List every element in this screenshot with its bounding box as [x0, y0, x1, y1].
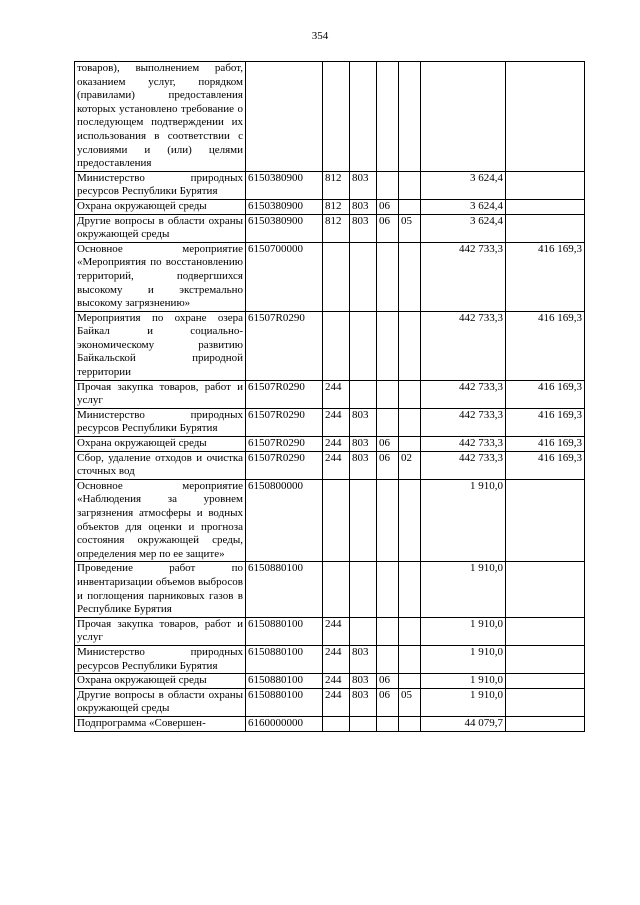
table-row: [75, 716, 585, 731]
row-grbs-cell: 803: [350, 171, 377, 199]
row-vr-cell: 244: [323, 380, 350, 408]
row-grbs-cell: 803: [350, 199, 377, 214]
row-section-cell: [377, 617, 399, 645]
row-vr-cell: [323, 562, 350, 617]
row-vr-cell: [323, 242, 350, 311]
row-sum1-cell: 1 910,0: [421, 479, 506, 562]
row-sum2-cell: [506, 214, 585, 242]
row-subsection-cell: 05: [399, 688, 421, 716]
row-name-cell: Министерство природных ресурсов Республики Бурятия: [75, 171, 246, 199]
row-vr-cell: [323, 311, 350, 380]
row-sum1-cell: 1 910,0: [421, 674, 506, 689]
row-sum2-cell: [506, 479, 585, 562]
row-subsection-cell: 05: [399, 214, 421, 242]
row-name-cell: Подпрограмма «Совершен-: [75, 716, 246, 731]
row-vr-cell: 244: [323, 437, 350, 452]
row-code-cell: 6150880100: [246, 645, 323, 673]
row-sum2-cell: 416 169,3: [506, 451, 585, 479]
row-section-cell: [377, 645, 399, 673]
row-sum1-cell: 442 733,3: [421, 437, 506, 452]
table-row: [75, 199, 585, 214]
budget-table: [74, 61, 585, 732]
row-grbs-cell: [350, 380, 377, 408]
row-grbs-cell: 803: [350, 688, 377, 716]
row-code-cell: 6150880100: [246, 562, 323, 617]
row-code-cell: 6150800000: [246, 479, 323, 562]
table-row: [75, 311, 585, 380]
row-name-cell: Другие вопросы в области охраны окружающей среды: [75, 688, 246, 716]
page-number: 354: [311, 30, 329, 42]
table-row: [75, 645, 585, 673]
row-subsection-cell: [399, 242, 421, 311]
row-name-cell: Министерство природных ресурсов Республики Бурятия: [75, 645, 246, 673]
row-vr-cell: [323, 716, 350, 731]
row-section-cell: 06: [377, 214, 399, 242]
row-name-cell: Прочая закупка товаров, работ и услуг: [75, 380, 246, 408]
row-grbs-cell: [350, 562, 377, 617]
row-vr-cell: 244: [323, 617, 350, 645]
row-vr-cell: 244: [323, 688, 350, 716]
table-row: [75, 408, 585, 436]
row-section-cell: 06: [377, 688, 399, 716]
table-row: [75, 62, 585, 172]
row-subsection-cell: 02: [399, 451, 421, 479]
row-vr-cell: 244: [323, 408, 350, 436]
row-name-cell: Проведение работ по инвентаризации объемов выбросов и поглощения парниковых газов в Республикe Бурятия: [75, 562, 246, 617]
row-section-cell: 06: [377, 199, 399, 214]
row-code-cell: 61507R0290: [246, 311, 323, 380]
row-name-cell: Основное мероприятие «Наблюдения за уровнем загрязнения атмосферы и водных объектов для оценки и прогноза состояния окружающей среды, определения мер по ее защите»: [75, 479, 246, 562]
row-sum1-cell: 1 910,0: [421, 645, 506, 673]
row-sum2-cell: [506, 62, 585, 172]
table-row: [75, 451, 585, 479]
row-sum1-cell: 442 733,3: [421, 451, 506, 479]
row-subsection-cell: [399, 617, 421, 645]
row-name-cell: Охрана окружающей среды: [75, 437, 246, 452]
row-name-cell: Сбор, удаление отходов и очистка сточных вод: [75, 451, 246, 479]
row-grbs-cell: [350, 242, 377, 311]
row-section-cell: [377, 171, 399, 199]
row-sum1-cell: 1 910,0: [421, 562, 506, 617]
row-section-cell: 06: [377, 451, 399, 479]
row-sum1-cell: 442 733,3: [421, 242, 506, 311]
row-section-cell: [377, 716, 399, 731]
row-section-cell: [377, 562, 399, 617]
row-sum2-cell: [506, 199, 585, 214]
table-row: [75, 380, 585, 408]
row-sum2-cell: [506, 688, 585, 716]
row-name-cell: Охрана окружающей среды: [75, 199, 246, 214]
row-subsection-cell: [399, 62, 421, 172]
row-section-cell: [377, 242, 399, 311]
row-vr-cell: [323, 62, 350, 172]
row-section-cell: [377, 408, 399, 436]
row-code-cell: 6150880100: [246, 617, 323, 645]
row-grbs-cell: 803: [350, 451, 377, 479]
row-sum2-cell: 416 169,3: [506, 311, 585, 380]
row-sum2-cell: 416 169,3: [506, 437, 585, 452]
row-name-cell: Прочая закупка товаров, работ и услуг: [75, 617, 246, 645]
row-subsection-cell: [399, 645, 421, 673]
row-grbs-cell: 803: [350, 214, 377, 242]
row-name-cell: Мероприятия по охране озера Байкал и социально-экономическому развитию Байкальской природной территории: [75, 311, 246, 380]
row-section-cell: [377, 311, 399, 380]
row-subsection-cell: [399, 674, 421, 689]
row-code-cell: 6150700000: [246, 242, 323, 311]
row-sum1-cell: 1 910,0: [421, 688, 506, 716]
row-grbs-cell: [350, 479, 377, 562]
table-row: [75, 171, 585, 199]
row-vr-cell: [323, 479, 350, 562]
row-sum2-cell: 416 169,3: [506, 380, 585, 408]
row-sum1-cell: 442 733,3: [421, 311, 506, 380]
row-sum1-cell: 1 910,0: [421, 617, 506, 645]
row-subsection-cell: [399, 479, 421, 562]
row-code-cell: 6150380900: [246, 214, 323, 242]
row-vr-cell: 812: [323, 199, 350, 214]
row-subsection-cell: [399, 716, 421, 731]
row-vr-cell: 812: [323, 171, 350, 199]
row-subsection-cell: [399, 562, 421, 617]
row-sum2-cell: [506, 617, 585, 645]
row-vr-cell: 244: [323, 645, 350, 673]
row-code-cell: 61507R0290: [246, 408, 323, 436]
row-sum2-cell: 416 169,3: [506, 408, 585, 436]
row-sum2-cell: [506, 674, 585, 689]
row-vr-cell: 244: [323, 451, 350, 479]
table-row: [75, 674, 585, 689]
row-code-cell: 6160000000: [246, 716, 323, 731]
row-code-cell: 61507R0290: [246, 380, 323, 408]
table-row: [75, 562, 585, 617]
row-grbs-cell: [350, 62, 377, 172]
table-row: [75, 214, 585, 242]
table-row: [75, 479, 585, 562]
row-subsection-cell: [399, 380, 421, 408]
row-grbs-cell: [350, 617, 377, 645]
row-vr-cell: 812: [323, 214, 350, 242]
row-sum1-cell: [421, 62, 506, 172]
table-row: [75, 242, 585, 311]
row-name-cell: Охрана окружающей среды: [75, 674, 246, 689]
row-code-cell: 6150880100: [246, 674, 323, 689]
row-subsection-cell: [399, 199, 421, 214]
row-vr-cell: 244: [323, 674, 350, 689]
row-subsection-cell: [399, 408, 421, 436]
table-body: [75, 62, 585, 732]
row-section-cell: [377, 62, 399, 172]
row-sum1-cell: 3 624,4: [421, 214, 506, 242]
row-sum1-cell: 3 624,4: [421, 199, 506, 214]
row-grbs-cell: [350, 311, 377, 380]
row-grbs-cell: 803: [350, 674, 377, 689]
row-section-cell: 06: [377, 437, 399, 452]
row-sum1-cell: 3 624,4: [421, 171, 506, 199]
row-name-cell: Другие вопросы в области охраны окружающей среды: [75, 214, 246, 242]
row-grbs-cell: 803: [350, 408, 377, 436]
row-code-cell: 61507R0290: [246, 437, 323, 452]
row-section-cell: 06: [377, 674, 399, 689]
row-grbs-cell: 803: [350, 645, 377, 673]
row-section-cell: [377, 479, 399, 562]
row-sum2-cell: [506, 645, 585, 673]
table-row: [75, 437, 585, 452]
table-row: [75, 688, 585, 716]
row-name-cell: Основное мероприятие «Мероприятия по восстановлению территорий, подвергшихся высокому и экстремально высокому загрязнению»: [75, 242, 246, 311]
table-row: [75, 617, 585, 645]
row-grbs-cell: 803: [350, 437, 377, 452]
row-sum2-cell: [506, 716, 585, 731]
row-sum2-cell: [506, 171, 585, 199]
row-sum1-cell: 442 733,3: [421, 380, 506, 408]
row-name-cell: Министерство природных ресурсов Республики Бурятия: [75, 408, 246, 436]
row-sum2-cell: 416 169,3: [506, 242, 585, 311]
row-section-cell: [377, 380, 399, 408]
row-sum2-cell: [506, 562, 585, 617]
row-sum1-cell: 44 079,7: [421, 716, 506, 731]
row-name-cell: товаров), выполнением работ, оказанием услуг, порядком (правилами) предоставления которых установлено требование о последующем подтверждении их использования в соответствии с условиями и (или) целями предоставления: [75, 62, 246, 172]
row-subsection-cell: [399, 171, 421, 199]
row-code-cell: 6150880100: [246, 688, 323, 716]
row-code-cell: 61507R0290: [246, 451, 323, 479]
row-subsection-cell: [399, 437, 421, 452]
row-sum1-cell: 442 733,3: [421, 408, 506, 436]
row-code-cell: 6150380900: [246, 199, 323, 214]
row-code-cell: [246, 62, 323, 172]
row-code-cell: 6150380900: [246, 171, 323, 199]
row-subsection-cell: [399, 311, 421, 380]
row-grbs-cell: [350, 716, 377, 731]
